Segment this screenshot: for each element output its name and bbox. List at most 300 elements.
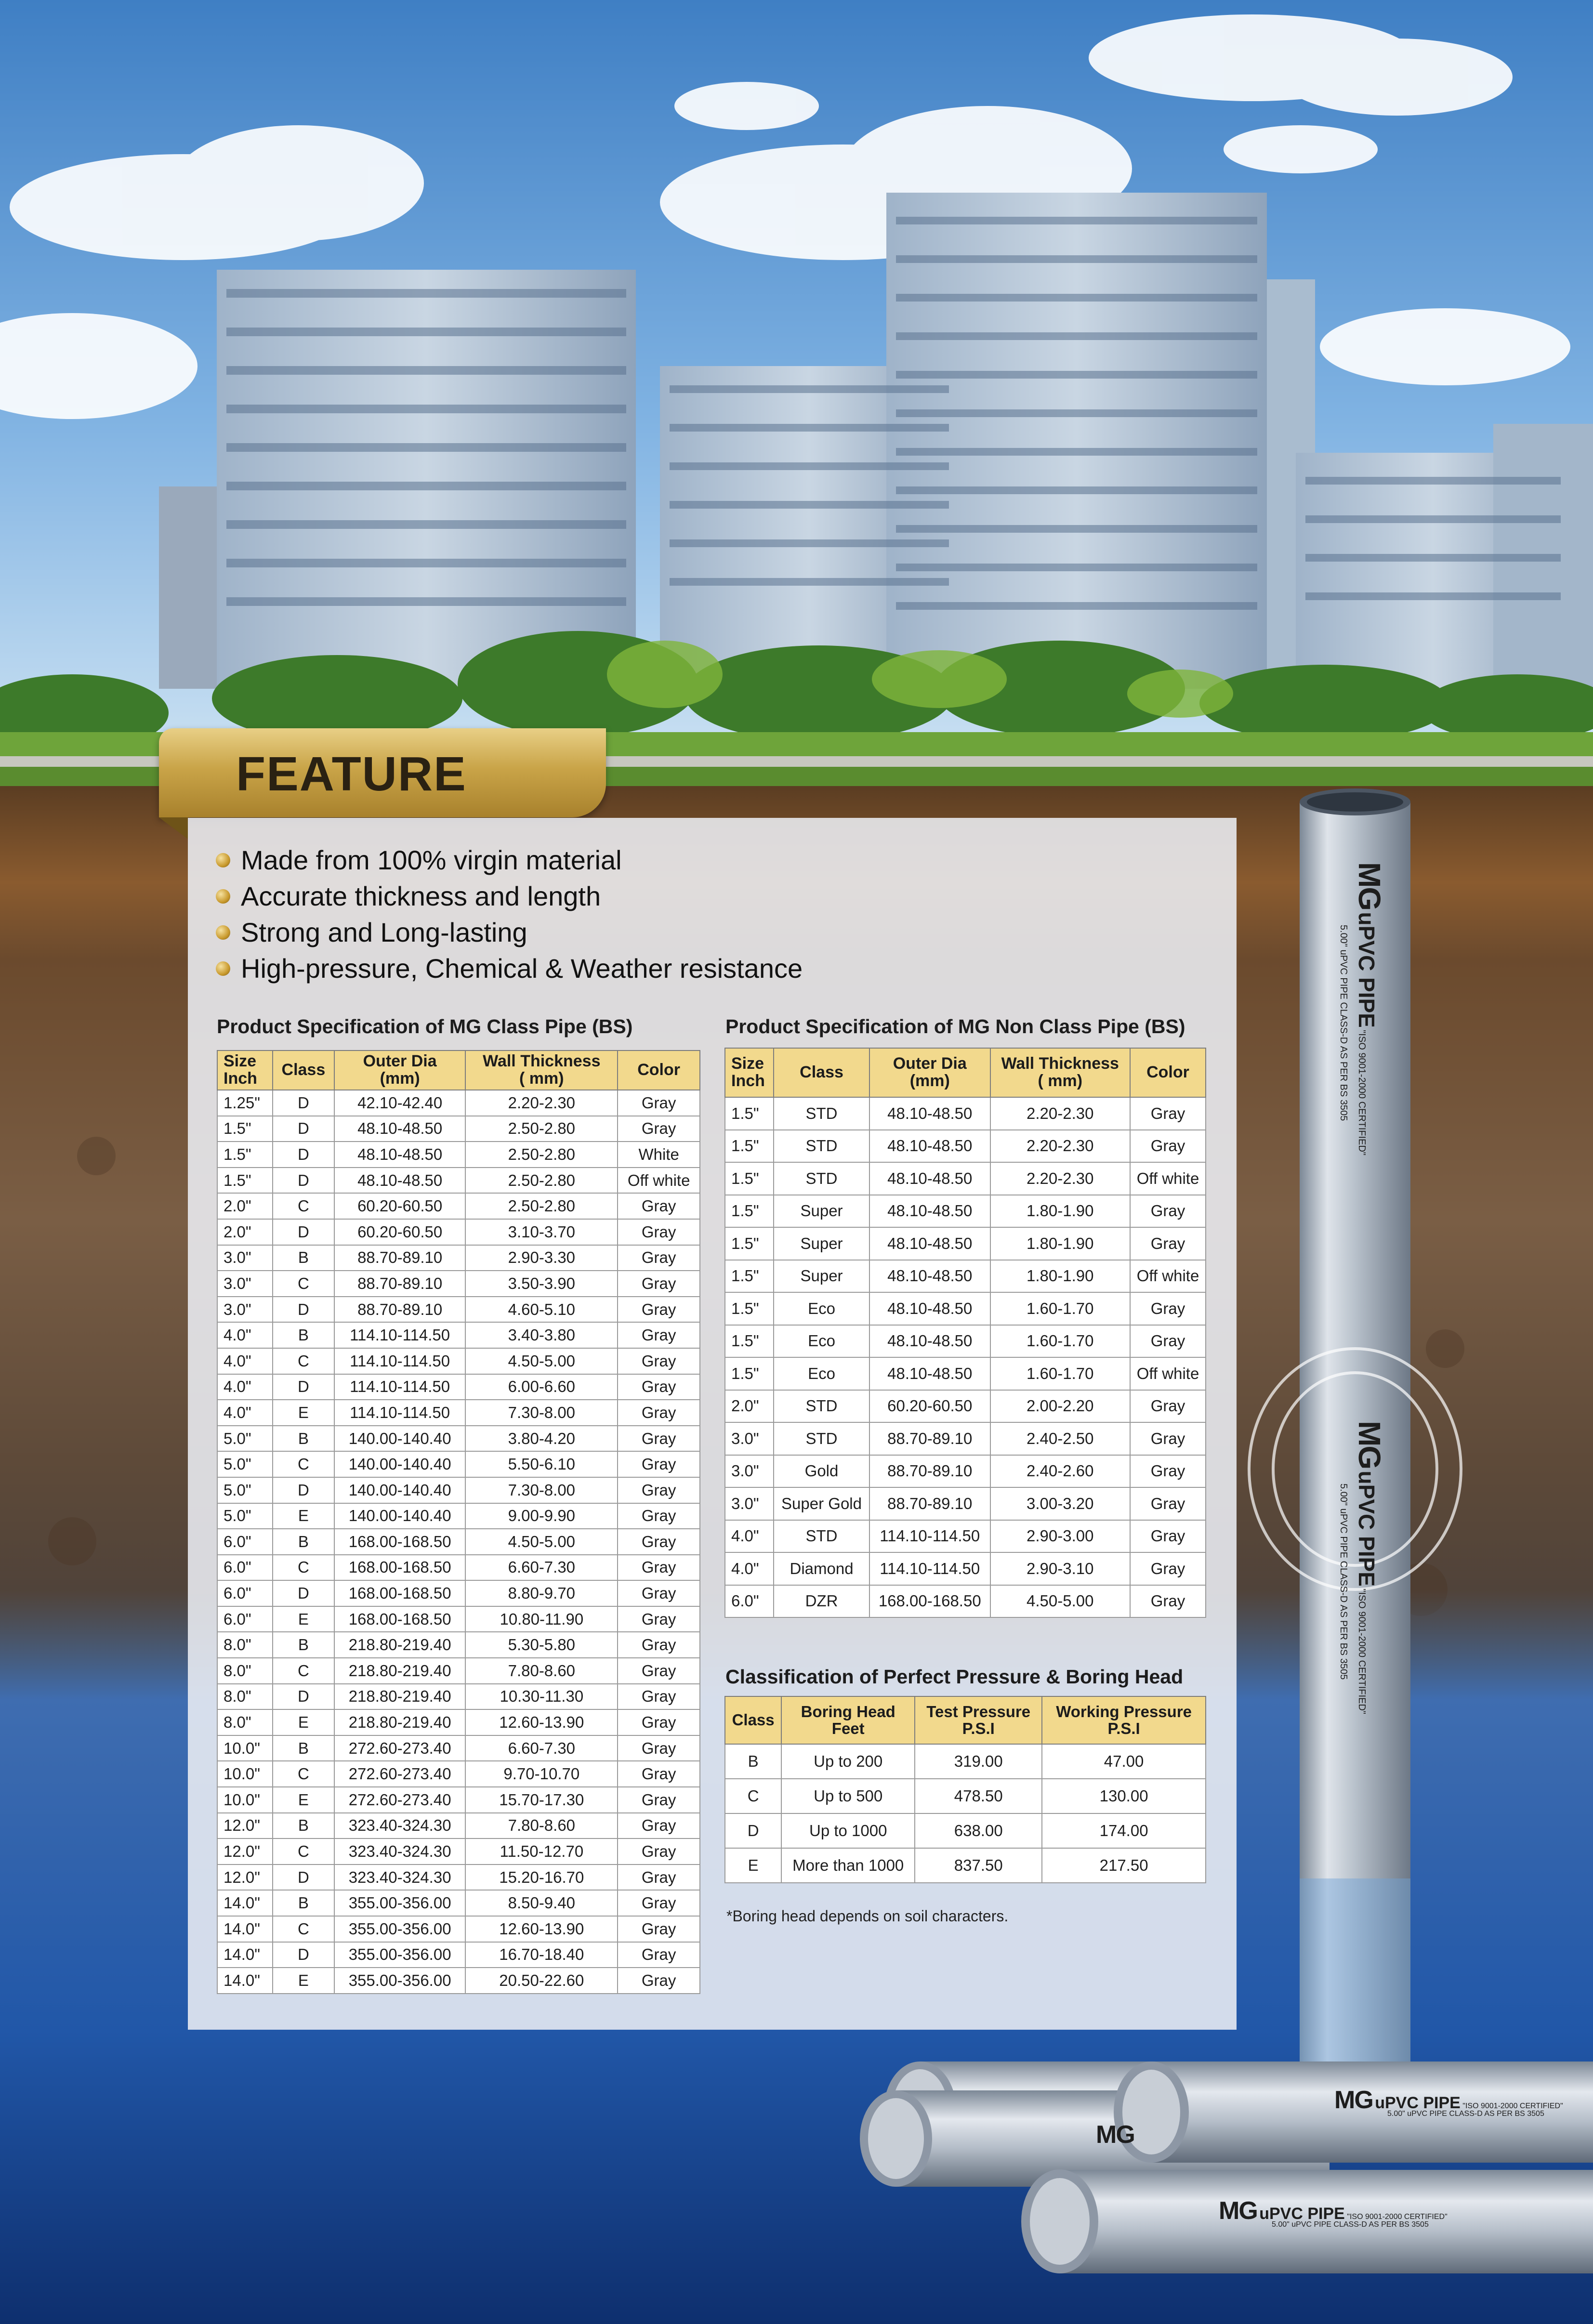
table-cell: 319.00 [915, 1744, 1042, 1779]
table-cell: 1.5" [725, 1292, 774, 1325]
table-cell: 10.30-11.30 [465, 1684, 618, 1710]
table-cell: 114.10-114.50 [334, 1400, 465, 1426]
table-cell: 2.90-3.30 [465, 1245, 618, 1271]
table-cell: Gray [1130, 1292, 1206, 1325]
table-row [217, 1142, 700, 1168]
table-cell: 1.80-1.90 [990, 1227, 1130, 1260]
table-cell: 218.80-219.40 [334, 1709, 465, 1735]
table-cell: 14.0" [217, 1916, 273, 1942]
table-cell: Gray [1130, 1422, 1206, 1455]
table-cell: 2.0" [217, 1193, 273, 1219]
table-cell: 140.00-140.40 [334, 1503, 465, 1529]
table-cell: 1.5" [725, 1325, 774, 1358]
table-cell: 6.60-7.30 [465, 1555, 618, 1581]
table-row [725, 1227, 1206, 1260]
table-cell: 88.70-89.10 [869, 1422, 990, 1455]
table-cell: 5.30-5.80 [465, 1632, 618, 1658]
table-cell: Gray [618, 1116, 700, 1142]
table-cell: 272.60-273.40 [334, 1787, 465, 1813]
table-cell: E [273, 1400, 334, 1426]
table-row [217, 1451, 700, 1477]
table-cell: 48.10-48.50 [869, 1357, 990, 1390]
table-row [217, 1684, 700, 1710]
table-cell: Gray [1130, 1130, 1206, 1163]
table-row [217, 1193, 700, 1219]
table-cell: Gray [618, 1503, 700, 1529]
table-row [217, 1374, 700, 1400]
column-header: Size Inch [217, 1050, 273, 1090]
pipe-spec-bottom-right: 5.00" uPVC PIPE CLASS-D AS PER BS 3505 [1387, 2110, 1544, 2118]
table-cell: 15.70-17.30 [465, 1787, 618, 1813]
table-cell: 8.0" [217, 1632, 273, 1658]
table-cell: 88.70-89.10 [334, 1245, 465, 1271]
table-cell: Eco [774, 1292, 869, 1325]
table-cell: 8.80-9.70 [465, 1580, 618, 1606]
table-row [725, 1848, 1206, 1883]
table-cell: 3.80-4.20 [465, 1426, 618, 1452]
table-cell: Up to 200 [781, 1744, 915, 1779]
table-cell: 1.5" [725, 1195, 774, 1228]
table-cell: Gray [618, 1297, 700, 1323]
table-cell: Off white [1130, 1162, 1206, 1195]
table-row [217, 1555, 700, 1581]
column-header: Wall Thickness ( mm) [990, 1048, 1130, 1097]
feature-item: High-pressure, Chemical & Weather resistance [216, 950, 803, 986]
table-cell: 48.10-48.50 [334, 1116, 465, 1142]
table-cell: E [725, 1848, 781, 1883]
table-cell: 60.20-60.50 [334, 1193, 465, 1219]
table-cell: 48.10-48.50 [869, 1097, 990, 1130]
column-header: Working Pressure P.S.I [1042, 1696, 1206, 1744]
table-cell: 4.0" [725, 1520, 774, 1553]
table-cell: D [273, 1142, 334, 1168]
table-cell: 16.70-18.40 [465, 1942, 618, 1968]
table-header-row [725, 1048, 1206, 1097]
column-header: Boring Head Feet [781, 1696, 915, 1744]
table-cell: C [725, 1779, 781, 1813]
table-cell: 114.10-114.50 [334, 1348, 465, 1374]
table-cell: 2.50-2.80 [465, 1142, 618, 1168]
table-row [725, 1325, 1206, 1358]
column-header: Outer Dia (mm) [869, 1048, 990, 1097]
table-cell: 5.0" [217, 1451, 273, 1477]
table-cell: Super [774, 1260, 869, 1293]
table-cell: E [273, 1787, 334, 1813]
table-row [217, 1968, 700, 1994]
table-cell: Gray [1130, 1520, 1206, 1553]
table-cell: D [273, 1580, 334, 1606]
pipe-cert: "ISO 9001-2000 CERTIFIED" [1356, 1589, 1367, 1714]
table-cell: Gray [618, 1890, 700, 1916]
table-cell: 88.70-89.10 [869, 1487, 990, 1520]
table-cell: 60.20-60.50 [869, 1390, 990, 1423]
table-cell: 4.60-5.10 [465, 1297, 618, 1323]
table-row [725, 1487, 1206, 1520]
table-cell: 10.0" [217, 1761, 273, 1787]
table-cell: STD [774, 1130, 869, 1163]
table-cell: B [273, 1426, 334, 1452]
pipe-marking-mid [1352, 1421, 1387, 1714]
table-cell: 48.10-48.50 [869, 1162, 990, 1195]
table-cell: 140.00-140.40 [334, 1477, 465, 1503]
pipe-brand: MG [1352, 1421, 1387, 1469]
table-cell: 3.0" [217, 1297, 273, 1323]
table-cell: 114.10-114.50 [334, 1322, 465, 1348]
table-cell: 14.0" [217, 1890, 273, 1916]
column-header: Size Inch [725, 1048, 774, 1097]
table-cell: 114.10-114.50 [869, 1520, 990, 1553]
pipe-cert: "ISO 9001-2000 CERTIFIED" [1356, 1030, 1367, 1155]
table-cell: C [273, 1761, 334, 1787]
table-cell: 2.50-2.80 [465, 1116, 618, 1142]
table-cell: 272.60-273.40 [334, 1761, 465, 1787]
table-cell: 88.70-89.10 [334, 1271, 465, 1297]
table-cell: D [273, 1219, 334, 1245]
table-row [217, 1090, 700, 1116]
table-cell: 114.10-114.50 [869, 1552, 990, 1585]
table-cell: Off white [1130, 1260, 1206, 1293]
table-cell: Super [774, 1227, 869, 1260]
table-cell: 2.50-2.80 [465, 1168, 618, 1194]
table-cell: 2.90-3.00 [990, 1520, 1130, 1553]
table-cell: B [273, 1890, 334, 1916]
table-row [217, 1322, 700, 1348]
table-row [217, 1168, 700, 1194]
table-cell: 355.00-356.00 [334, 1916, 465, 1942]
table-cell: 3.50-3.90 [465, 1271, 618, 1297]
table-cell: B [273, 1632, 334, 1658]
table-cell: 4.0" [217, 1400, 273, 1426]
table-cell: 3.10-3.70 [465, 1219, 618, 1245]
table-cell: 3.0" [217, 1271, 273, 1297]
feature-banner [159, 728, 606, 817]
table-cell: 140.00-140.40 [334, 1451, 465, 1477]
table-cell: 8.0" [217, 1658, 273, 1684]
table-cell: D [273, 1090, 334, 1116]
table-cell: Gray [618, 1813, 700, 1839]
table-cell: STD [774, 1390, 869, 1423]
table-cell: Gray [618, 1426, 700, 1452]
table-cell: 2.20-2.30 [465, 1090, 618, 1116]
table-cell: 168.00-168.50 [334, 1555, 465, 1581]
table-cell: 2.20-2.30 [990, 1130, 1130, 1163]
table-cell: 4.50-5.00 [465, 1529, 618, 1555]
table-cell: 2.0" [217, 1219, 273, 1245]
table-row [217, 1632, 700, 1658]
table-row [217, 1529, 700, 1555]
table-cell: Gray [618, 1761, 700, 1787]
table-cell: Off white [618, 1168, 700, 1194]
pipe-spec-top: 5.00" uPVC PIPE CLASS-D AS PER BS 3505 [1338, 925, 1349, 1121]
table-cell: C [273, 1271, 334, 1297]
table-cell: 5.0" [217, 1426, 273, 1452]
table-cell: 1.5" [725, 1227, 774, 1260]
table-cell: Gray [1130, 1585, 1206, 1618]
table-cell: D [273, 1864, 334, 1891]
table-row [725, 1520, 1206, 1553]
table-cell: 4.50-5.00 [465, 1348, 618, 1374]
table-cell: 218.80-219.40 [334, 1658, 465, 1684]
table-cell: 2.20-2.30 [990, 1097, 1130, 1130]
table-cell: 6.00-6.60 [465, 1374, 618, 1400]
pipe-marking-left: MG [1096, 2121, 1134, 2149]
table-cell: C [273, 1193, 334, 1219]
table-row [217, 1219, 700, 1245]
table-cell: 168.00-168.50 [334, 1606, 465, 1632]
table-cell: 20.50-22.60 [465, 1968, 618, 1994]
table-cell: Gold [774, 1455, 869, 1488]
table-cell: Gray [618, 1219, 700, 1245]
table-cell: Gray [618, 1529, 700, 1555]
table-cell: Up to 1000 [781, 1813, 915, 1848]
bullet-icon [216, 961, 230, 976]
table-cell: White [618, 1142, 700, 1168]
table-cell: 2.00-2.20 [990, 1390, 1130, 1423]
table-cell: 3.00-3.20 [990, 1487, 1130, 1520]
table-cell: Gray [618, 1684, 700, 1710]
table-cell: STD [774, 1097, 869, 1130]
table-row [217, 1116, 700, 1142]
table-cell: Gray [618, 1271, 700, 1297]
table-row [725, 1779, 1206, 1813]
table-cell: 174.00 [1042, 1813, 1206, 1848]
table-cell: 48.10-48.50 [869, 1130, 990, 1163]
table-cell: 47.00 [1042, 1744, 1206, 1779]
table-row [217, 1890, 700, 1916]
table-cell: 4.0" [217, 1322, 273, 1348]
column-header: Color [618, 1050, 700, 1090]
table-cell: STD [774, 1422, 869, 1455]
pressure-table-title: Classification of Perfect Pressure & Boring Head [725, 1666, 1184, 1688]
table-cell: 3.0" [725, 1422, 774, 1455]
boring-head-note: *Boring head depends on soil characters. [726, 1907, 1009, 1925]
column-header: Class [774, 1048, 869, 1097]
table-cell: 355.00-356.00 [334, 1968, 465, 1994]
table-cell: Gray [618, 1580, 700, 1606]
table-cell: 4.0" [217, 1374, 273, 1400]
table-cell: 3.0" [725, 1487, 774, 1520]
table-cell: STD [774, 1162, 869, 1195]
pipe-marking-top [1352, 862, 1387, 1155]
table-cell: Off white [1130, 1357, 1206, 1390]
table-row [217, 1606, 700, 1632]
table-cell: 1.60-1.70 [990, 1357, 1130, 1390]
class-table-title: Product Specification of MG Class Pipe (BS) [217, 1015, 633, 1037]
table-cell: 6.0" [217, 1580, 273, 1606]
table-cell: B [273, 1529, 334, 1555]
pipe-brand: MG [1352, 862, 1387, 910]
table-cell: 48.10-48.50 [869, 1195, 990, 1228]
feature-item: Accurate thickness and length [216, 878, 803, 914]
table-cell: Gray [618, 1400, 700, 1426]
table-row [217, 1245, 700, 1271]
table-cell: 11.50-12.70 [465, 1838, 618, 1864]
table-cell: Eco [774, 1325, 869, 1358]
table-cell: E [273, 1709, 334, 1735]
table-cell: 323.40-324.30 [334, 1813, 465, 1839]
table-cell: 9.70-10.70 [465, 1761, 618, 1787]
class-pipe-table [217, 1050, 700, 1994]
table-cell: E [273, 1606, 334, 1632]
table-row [725, 1357, 1206, 1390]
table-cell: Gray [618, 1916, 700, 1942]
feature-item: Made from 100% virgin material [216, 842, 803, 878]
table-cell: 1.5" [217, 1142, 273, 1168]
table-cell: D [273, 1168, 334, 1194]
table-cell: Gray [618, 1555, 700, 1581]
table-cell: Gray [618, 1632, 700, 1658]
table-cell: 323.40-324.30 [334, 1838, 465, 1864]
table-cell: 1.60-1.70 [990, 1325, 1130, 1358]
table-cell: 14.0" [217, 1942, 273, 1968]
column-header: Test Pressure P.S.I [915, 1696, 1042, 1744]
table-cell: 130.00 [1042, 1779, 1206, 1813]
table-cell: 7.80-8.60 [465, 1813, 618, 1839]
table-cell: 4.0" [217, 1348, 273, 1374]
table-cell: C [273, 1658, 334, 1684]
table-row [725, 1162, 1206, 1195]
table-cell: C [273, 1555, 334, 1581]
table-row [217, 1735, 700, 1761]
table-cell: STD [774, 1520, 869, 1553]
table-cell: 48.10-48.50 [869, 1325, 990, 1358]
column-header: Outer Dia (mm) [334, 1050, 465, 1090]
pipe-marking-bottom-right: MG uPVC PIPE "ISO 9001-2000 CERTIFIED" [1334, 2086, 1563, 2114]
table-row [217, 1942, 700, 1968]
bullet-icon [216, 853, 230, 867]
table-cell: D [273, 1297, 334, 1323]
table-cell: Gray [1130, 1227, 1206, 1260]
table-cell: 168.00-168.50 [334, 1529, 465, 1555]
nonclass-table-title: Product Specification of MG Non Class Pipe (BS) [725, 1015, 1185, 1037]
table-row [217, 1426, 700, 1452]
table-cell: C [273, 1451, 334, 1477]
table-cell: Gray [1130, 1487, 1206, 1520]
bullet-icon [216, 925, 230, 940]
table-cell: Gray [618, 1322, 700, 1348]
table-cell: 140.00-140.40 [334, 1426, 465, 1452]
pipe-product: uPVC PIPE [1354, 912, 1379, 1028]
table-row [725, 1744, 1206, 1779]
table-cell: 1.5" [217, 1168, 273, 1194]
table-cell: 1.25" [217, 1090, 273, 1116]
table-cell: 1.5" [725, 1130, 774, 1163]
pipe-spec-bottom: 5.00" uPVC PIPE CLASS-D AS PER BS 3505 [1272, 2220, 1429, 2229]
table-cell: 5.50-6.10 [465, 1451, 618, 1477]
table-cell: 12.0" [217, 1864, 273, 1891]
table-cell: E [273, 1503, 334, 1529]
table-row [217, 1580, 700, 1606]
table-cell: 42.10-42.40 [334, 1090, 465, 1116]
table-cell: Gray [618, 1374, 700, 1400]
table-cell: 7.30-8.00 [465, 1400, 618, 1426]
pipe-marking-bottom: MG uPVC PIPE "ISO 9001-2000 CERTIFIED" [1219, 2197, 1448, 2225]
table-cell: 2.0" [725, 1390, 774, 1423]
table-cell: Gray [1130, 1195, 1206, 1228]
feature-title: FEATURE [236, 747, 467, 801]
table-cell: Gray [618, 1606, 700, 1632]
table-cell: Gray [618, 1787, 700, 1813]
table-cell: 217.50 [1042, 1848, 1206, 1883]
table-cell: 355.00-356.00 [334, 1890, 465, 1916]
table-cell: B [273, 1735, 334, 1761]
table-cell: E [273, 1968, 334, 1994]
table-cell: 6.0" [217, 1555, 273, 1581]
table-row [725, 1097, 1206, 1130]
table-row [725, 1130, 1206, 1163]
table-cell: 5.0" [217, 1503, 273, 1529]
table-row [217, 1709, 700, 1735]
table-row [725, 1195, 1206, 1228]
table-row [217, 1864, 700, 1891]
table-cell: 48.10-48.50 [869, 1260, 990, 1293]
table-row [725, 1585, 1206, 1618]
table-row [725, 1260, 1206, 1293]
table-row [217, 1348, 700, 1374]
table-row [725, 1292, 1206, 1325]
table-cell: 8.0" [217, 1684, 273, 1710]
table-cell: 7.80-8.60 [465, 1658, 618, 1684]
column-header: Color [1130, 1048, 1206, 1097]
table-row [217, 1400, 700, 1426]
feature-item: Strong and Long-lasting [216, 914, 803, 950]
table-cell: D [725, 1813, 781, 1848]
table-cell: 12.0" [217, 1813, 273, 1839]
table-cell: Super [774, 1195, 869, 1228]
table-cell: 1.80-1.90 [990, 1260, 1130, 1293]
table-cell: 3.0" [725, 1455, 774, 1488]
table-cell: B [273, 1322, 334, 1348]
table-cell: 4.0" [725, 1552, 774, 1585]
column-header: Class [273, 1050, 334, 1090]
feature-list [216, 842, 803, 986]
table-cell: Gray [618, 1968, 700, 1994]
table-cell: 9.00-9.90 [465, 1503, 618, 1529]
table-cell: Eco [774, 1357, 869, 1390]
table-cell: 6.0" [725, 1585, 774, 1618]
table-cell: 2.50-2.80 [465, 1193, 618, 1219]
table-cell: More than 1000 [781, 1848, 915, 1883]
table-cell: 3.40-3.80 [465, 1322, 618, 1348]
table-cell: 15.20-16.70 [465, 1864, 618, 1891]
table-cell: 14.0" [217, 1968, 273, 1994]
table-row [217, 1813, 700, 1839]
table-header-row [217, 1050, 700, 1090]
table-cell: B [273, 1813, 334, 1839]
table-row [217, 1838, 700, 1864]
table-cell: 1.5" [217, 1116, 273, 1142]
table-row [217, 1787, 700, 1813]
table-cell: 218.80-219.40 [334, 1684, 465, 1710]
table-cell: 12.60-13.90 [465, 1916, 618, 1942]
table-cell: 1.80-1.90 [990, 1195, 1130, 1228]
table-row [725, 1390, 1206, 1423]
table-cell: Diamond [774, 1552, 869, 1585]
table-cell: 4.50-5.00 [990, 1585, 1130, 1618]
table-cell: Gray [1130, 1097, 1206, 1130]
table-cell: 6.0" [217, 1529, 273, 1555]
table-cell: 638.00 [915, 1813, 1042, 1848]
table-cell: Gray [618, 1193, 700, 1219]
table-row [217, 1658, 700, 1684]
table-cell: 2.40-2.50 [990, 1422, 1130, 1455]
table-cell: 1.60-1.70 [990, 1292, 1130, 1325]
nonclass-pipe-table [724, 1048, 1206, 1618]
table-cell: D [273, 1477, 334, 1503]
table-cell: Gray [618, 1709, 700, 1735]
table-cell: C [273, 1348, 334, 1374]
table-cell: 10.80-11.90 [465, 1606, 618, 1632]
